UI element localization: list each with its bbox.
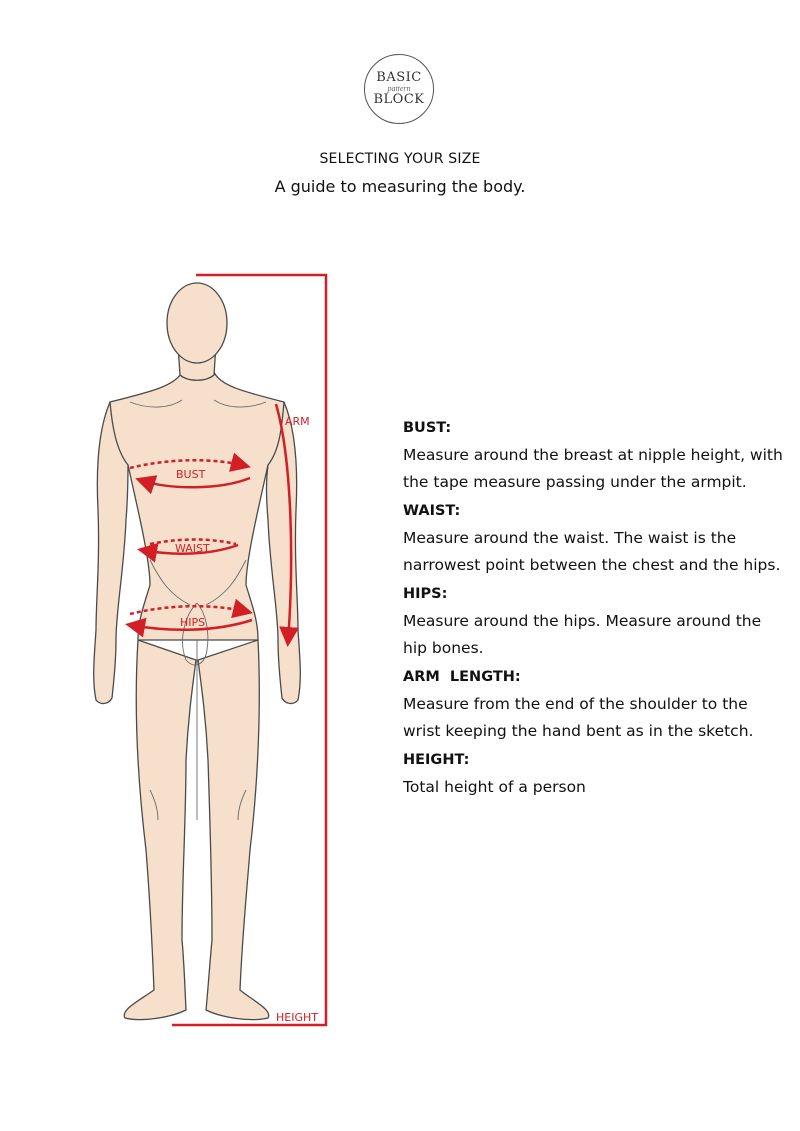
height-term: HEIGHT:	[403, 752, 470, 768]
arm-length-section	[403, 664, 788, 745]
head	[167, 283, 227, 363]
waist-description: Measure around the waist. The waist is the narrowest point between the chest and the hips.	[403, 529, 781, 574]
bust-section	[403, 415, 788, 496]
logo-line-1: BASIC	[376, 70, 422, 85]
arm-label: ARM	[285, 415, 310, 428]
page-subtitle: A guide to measuring the body.	[274, 177, 526, 196]
hips-label: HIPS	[180, 616, 206, 629]
bust-label: BUST	[176, 468, 206, 481]
hips-section	[403, 581, 788, 662]
height-label: HEIGHT	[276, 1011, 318, 1024]
measurement-instructions	[403, 415, 788, 803]
waist-section	[403, 498, 788, 579]
torso	[108, 372, 287, 640]
logo-line-3: BLOCK	[373, 92, 425, 107]
arm-length-term: ARM LENGTH:	[403, 669, 521, 685]
height-description: Total height of a person	[403, 778, 586, 796]
bust-term: BUST:	[403, 420, 452, 436]
arm-length-description: Measure from the end of the shoulder to the wrist keeping the hand bent as in the sketch.	[403, 695, 754, 740]
left-leg	[124, 640, 196, 1020]
waist-label: WAIST	[175, 542, 210, 555]
logo-line-2: pattern	[387, 84, 411, 93]
bust-description: Measure around the breast at nipple height, with the tape measure passing under the armpit.	[403, 446, 783, 491]
hips-description: Measure around the hips. Measure around the hip bones.	[403, 612, 762, 657]
height-section	[403, 747, 788, 801]
right-leg	[198, 640, 269, 1020]
body-measurement-figure	[0, 260, 400, 1050]
page-title: SELECTING YOUR SIZE	[319, 151, 481, 167]
waist-term: WAIST:	[403, 503, 461, 519]
hips-term: HIPS:	[403, 586, 448, 602]
brand-logo	[364, 54, 434, 124]
